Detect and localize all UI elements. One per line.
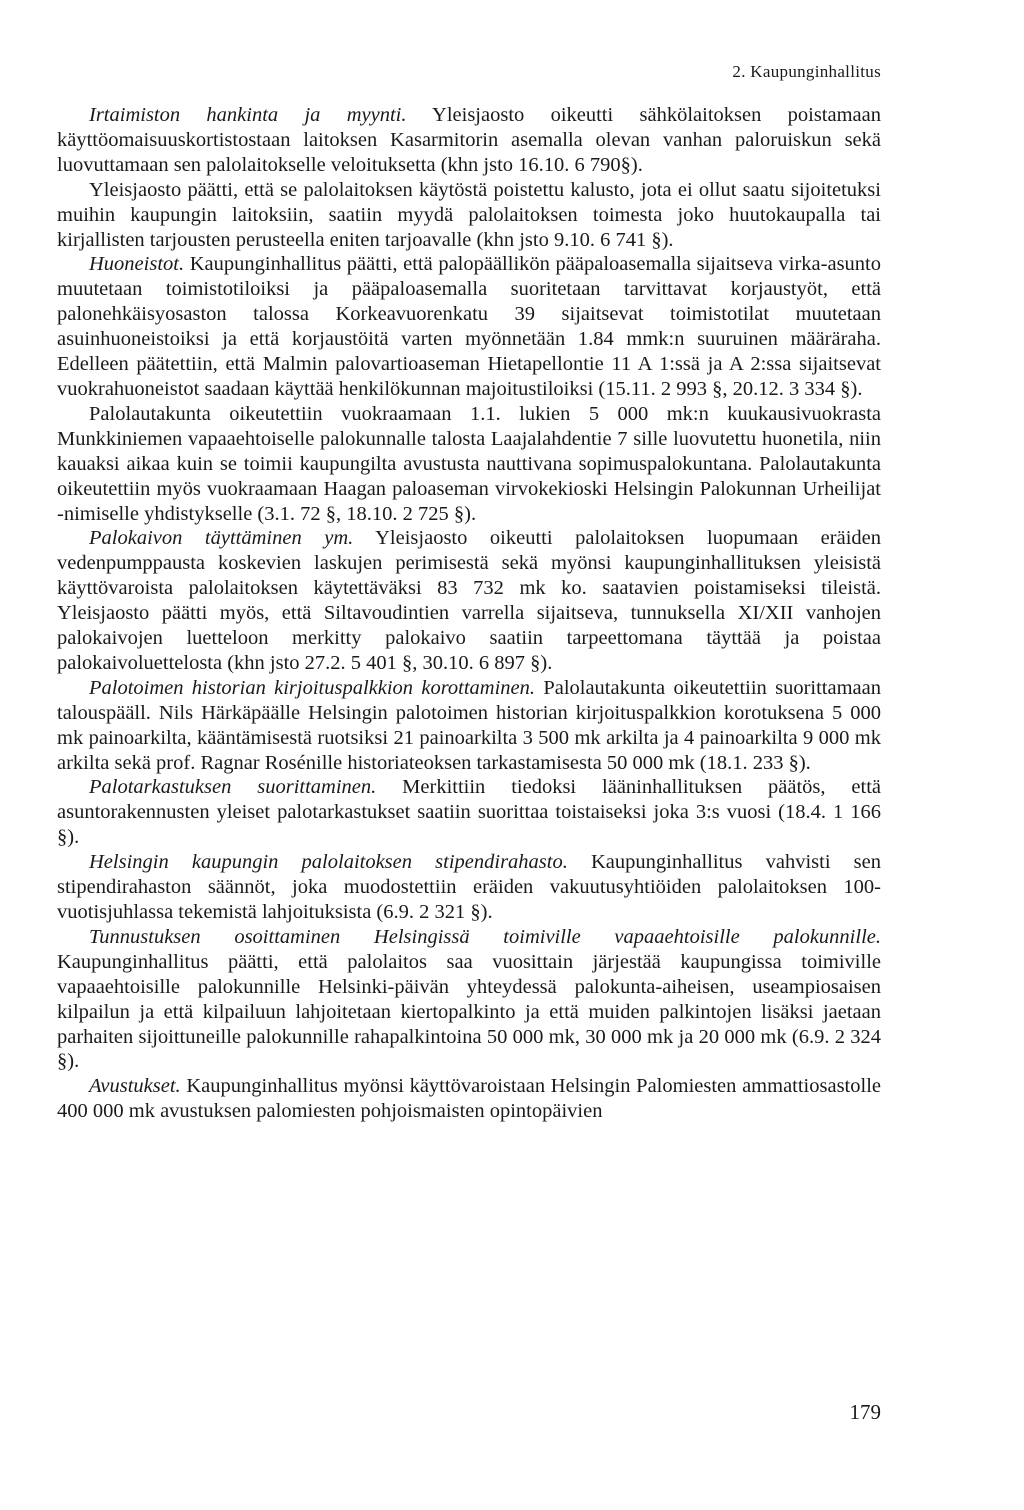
paragraph-vuokraus xyxy=(57,402,881,527)
paragraph-text: Merkittiin tiedoksi lääninhallituksen päätös, että asuntorakennusten yleiset palotarkastukset saatiin suorittaa toistaiseksi joka 3:s vuosi (18.4. 1 166 §). xyxy=(57,776,881,849)
paragraph-text: Kaupunginhallitus vahvisti sen stipendirahaston säännöt, joka muodostettiin eräiden vakuutusyhtiöiden palolaitoksen 100-vuotisjuhlassa tekemistä lahjoituksista (6.9. 2 321 §). xyxy=(57,851,881,923)
paragraph-heading: Helsingin kaupungin palolaitoksen stipendirahasto. xyxy=(89,851,568,874)
paragraph-huoneistot xyxy=(57,252,881,401)
body-text xyxy=(57,103,881,1124)
paragraph-text: Yleisjaosto päätti, että se palolaitoksen käytöstä poistettu kalusto, jota ei ollut saatu sijoitetuksi muihin kaupungin laitoksiin, saatiin myydä palolaitoksen toimesta joko huutokaupalla tai kirjallisten tarjousten perusteella eniten tarjoavalle (khn jsto 9.10. 6 741 §). xyxy=(57,178,881,251)
document-page xyxy=(57,0,881,1510)
paragraph-heading: Palotoimen historian kirjoituspalkkion korottaminen. xyxy=(89,676,536,699)
paragraph-heading: Palotarkastuksen suorittaminen. xyxy=(89,776,377,799)
paragraph-palotarkastus xyxy=(57,775,881,850)
running-head: 2. Kaupunginhallitus xyxy=(732,62,881,81)
paragraph-historian-kirjoituspalkkio xyxy=(57,676,881,776)
paragraph-palokaivo xyxy=(57,526,881,675)
paragraph-heading: Avustukset. xyxy=(89,1075,181,1098)
paragraph-text: Yleisjaosto oikeutti sähkölaitoksen poistamaan käyttöomaisuuskortistostaan laitoksen Kasarmitorin asemalla olevan vanhan paloruiskun sekä luovuttamaan sen palolaitokselle veloituksetta (khn jsto 16.10. 6 790§). xyxy=(57,104,882,176)
paragraph-text: Palolautakunta oikeutettiin suorittamaan talouspääll. Nils Härkäpäälle Helsingin palotoimen historian kirjoituspalkkion korotuksena 5 000 mk painoarkilta, kääntämisestä ruotsiksi 21 painoarkilta 3 500 mk arkilta ja 4 painoarkilta 9 000 mk arkilta sekä prof. Ragnar Rosénille historiateoksen tarkastamisesta 50 000 mk (18.1. 233 §). xyxy=(57,676,881,774)
paragraph-heading: Huoneistot. xyxy=(89,253,185,276)
paragraph-text: Kaupunginhallitus päätti, että palopäällikön pääpaloasemalla sijaitseva virka-asunto muutetaan toimistotiloiksi ja pääpaloasemalla suoritetaan tarvittavat korjaustyöt, että palonehkäisyosaston talossa Korkeavuorenkatu 39 sijaitsevat toimistotilat muutetaan asuinhuoneistoiksi ja että korjaustöitä varten myönnetään 1.84 mmk:n suuruinen määräraha. Edelleen päätettiin, että Malmin palovartioaseman Hietapellontie 11 A 1:ssä ja A 2:ssa sijaitsevat vuokrahuoneistot saadaan käyttää henkilökunnan majoitustiloiksi (15.11. 2 993 §, 20.12. 3 334 §). xyxy=(57,253,881,400)
page-number: 179 xyxy=(849,1400,881,1424)
paragraph-irtaimiston-hankinta xyxy=(57,103,881,178)
paragraph-heading: Tunnustuksen osoittaminen Helsingissä toimiville vapaaehtoisille palokunnille. xyxy=(89,925,881,948)
paragraph-text: Kaupunginhallitus päätti, että palolaitos saa vuosittain järjestää kaupungissa toimiville vapaaehtoisille palokunnille Helsinki-päivän yhteydessä palokunta-aiheisen, useampiosaisen kilpailun ja että kilpailuun lahjoitetaan kiertopalkinto ja että muiden palkintojen lisäksi jaetaan parhaiten sijoittuneille palokunnille rahapalkintoina 50 000 mk, 30 000 mk ja 20 000 mk (6.9. 2 324 §). xyxy=(57,950,881,1073)
paragraph-avustukset xyxy=(57,1074,881,1124)
paragraph-stipendirahasto xyxy=(57,850,881,925)
paragraph-heading: Palokaivon täyttäminen ym. xyxy=(89,527,354,550)
paragraph-heading: Irtaimiston hankinta ja myynti. xyxy=(89,104,407,126)
paragraph-kaluston-myynti xyxy=(57,178,881,253)
paragraph-tunnustus xyxy=(57,925,881,1074)
paragraph-text: Kaupunginhallitus myönsi käyttövaroistaan Helsingin Palomiesten ammattiosastolle 400 000 mk avustuksen palomiesten pohjoismaisten opintopäivien xyxy=(57,1075,881,1123)
paragraph-text: Yleisjaosto oikeutti palolaitoksen luopumaan eräiden vedenpumppausta koskevien laskujen perimisestä sekä myönsi kaupunginhallituksen yleisistä käyttövaroista palolaitoksen käytettäväksi 83 732 mk ko. saatavien poistamiseksi tileistä. Yleisjaosto päätti myös, että Siltavoudintien varrella sijaitseva, tunnuksella XI/XII vanhojen palokaivojen luetteloon merkitty palokaivo saatiin tarpeettomana täyttää ja poistaa palokaivoluettelosta (khn jsto 27.2. 5 401 §, 30.10. 6 897 §). xyxy=(57,527,881,674)
paragraph-text: Palolautakunta oikeutettiin vuokraamaan 1.1. lukien 5 000 mk:n kuukausivuokrasta Munkkiniemen vapaaehtoiselle palokunnalle talosta Laajalahdentie 7 sille luovutettu huonetila, niin kauaksi aikaa kuin se toimii kaupungilta avustusta nauttivana sopimuspalokuntana. Palolautakunta oikeutettiin myös vuokraamaan Haagan paloaseman virvokekioski Helsingin Palokunnan Urheilijat -nimiselle yhdistykselle (3.1. 72 §, 18.10. 2 725 §). xyxy=(57,402,881,525)
